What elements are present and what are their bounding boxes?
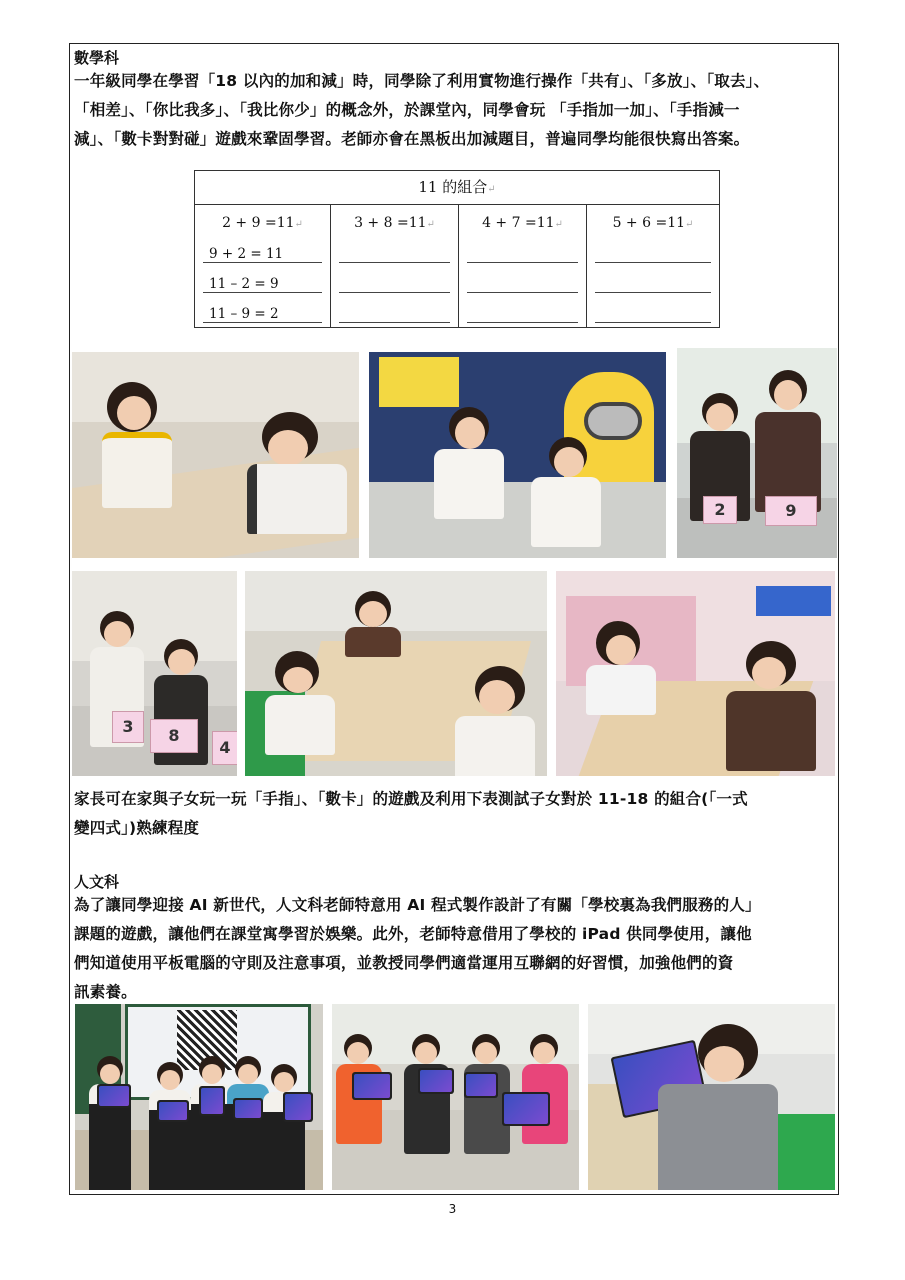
table-row (339, 306, 450, 323)
parent-paragraph-line: 變四式」)熟練程度 (74, 819, 200, 837)
photo-students-at-desk (556, 571, 835, 776)
parent-paragraph-line: 家長可在家與子女玩一玩「手指」、「數卡」的遊戲及利用下表測試子女對於 11-18 的組合(「一式 (74, 790, 748, 808)
humanities-paragraph-line: 為了讓同學迎接 AI 新世代，人文科老師特意用 AI 程式製作設計了有關「學校裏為我們服務的人」 (74, 896, 761, 914)
table-row (595, 246, 711, 263)
photo-classroom-finger-game (72, 352, 359, 558)
column-head: 3 + 8 =11 (354, 215, 427, 231)
ipad (157, 1100, 189, 1122)
table-row (467, 246, 578, 263)
column-head: 4 + 7 =11 (482, 215, 555, 231)
table-title-text: 11 的組合 (418, 178, 488, 196)
math-paragraph-line: 「相差」、「你比我多」、「我比你少」的概念外，於課堂內，同學會玩 「手指加一加」、「手指減一 (74, 101, 740, 119)
photo-students-with-ipads-board (75, 1004, 323, 1190)
table-row (467, 306, 578, 323)
table-row: 11 – 9 = 2 (203, 306, 322, 323)
math-heading: 數學科 (74, 49, 120, 67)
photo-card-matching-game (245, 571, 547, 776)
table-title: 11 的組合↵ (195, 171, 719, 205)
ipad (97, 1084, 131, 1108)
math-paragraph (74, 67, 834, 154)
humanities-paragraph (74, 891, 834, 1007)
table-row (595, 276, 711, 293)
column-head: 5 + 6 =11 (612, 215, 686, 231)
page-number: 3 (448, 1202, 457, 1216)
table-row (467, 276, 578, 293)
table-column: 3 + 8 =11↵ (331, 205, 459, 328)
table-column: 4 + 7 =11↵ (459, 205, 587, 328)
parent-paragraph (74, 785, 834, 843)
table-column: 2 + 9 =11↵ 9 + 2 = 11 11 – 2 = 9 11 – 9 = 2 (195, 205, 331, 328)
ipad (199, 1086, 225, 1116)
table-row: 11 – 2 = 9 (203, 276, 322, 293)
humanities-heading: 人文科 (74, 873, 120, 891)
number-card: 2 (703, 496, 737, 524)
ipad (502, 1092, 550, 1126)
number-card: 9 (765, 496, 817, 526)
table-row (595, 306, 711, 323)
ipad (233, 1098, 263, 1120)
number-card: 4 (212, 731, 237, 765)
ipad (352, 1072, 392, 1100)
number-card: 3 (112, 711, 144, 743)
ipad (464, 1072, 498, 1098)
humanities-paragraph-line: 訊素養。 (74, 983, 137, 1001)
column-head: 2 + 9 =11 (222, 215, 295, 231)
photo-student-using-ipad (588, 1004, 835, 1190)
humanities-paragraph-line: 們知道使用平板電腦的守則及注意事項，並教授同學們適當運用互聯網的好習慣，加強他們的資 (74, 954, 734, 972)
photo-students-with-ipads-classroom (332, 1004, 579, 1190)
table-row (339, 276, 450, 293)
math-paragraph-line: 減」、「數卡對對碰」遊戲來鞏固學習。老師亦會在黑板出加減題目，普遍同學均能很快寫出答案。 (74, 130, 750, 148)
ipad (283, 1092, 313, 1122)
number-card: 8 (150, 719, 198, 753)
math-paragraph-line: 一年級同學在學習「18 以內的加和減」時，同學除了利用實物進行操作「共有」、「多放」、「取去」、 (74, 72, 770, 90)
table-column: 5 + 6 =11↵ (587, 205, 719, 328)
photo-students-with-cards (677, 348, 837, 558)
photo-board-number-cards (369, 352, 666, 558)
ipad (418, 1068, 454, 1094)
table-row (339, 246, 450, 263)
number-combination-table (194, 170, 720, 328)
photo-students-holding-cards (72, 571, 237, 776)
table-row: 9 + 2 = 11 (203, 246, 322, 263)
humanities-paragraph-line: 課題的遊戲，讓他們在課堂寓學習於娛樂。此外，老師特意借用了學校的 iPad 供同學使用，讓他 (74, 925, 752, 943)
